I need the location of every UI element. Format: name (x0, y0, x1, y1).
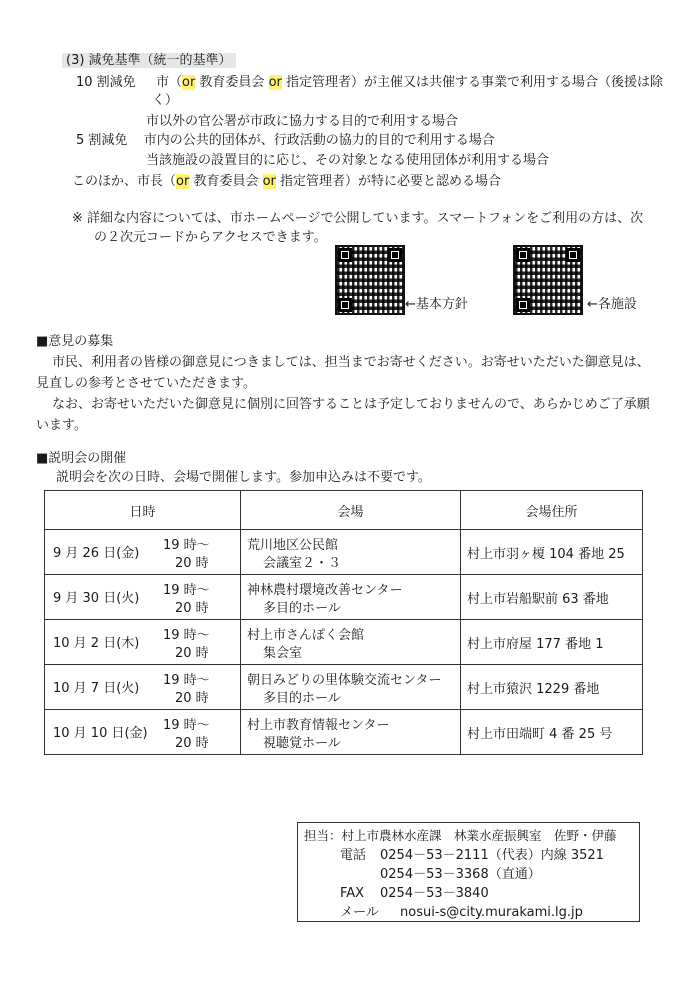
contact-mail-label: メール (340, 905, 379, 920)
venue-address: 村上市羽ヶ榎 104 番地 25 (461, 530, 643, 575)
contact-email-link[interactable]: nosui-s@city.murakami.lg.jp (400, 905, 583, 920)
contact-fax: 0254－53－3840 (380, 886, 489, 901)
briefing-intro: 説明会を次の日時、会場で開催します。参加申込みは不要です。 (56, 470, 431, 485)
end-time: 20 時 (175, 601, 209, 616)
row-label: 5 割減免 (76, 133, 128, 148)
start-time: 19 時～ (163, 718, 210, 733)
date: 10 月 7 日(火) (53, 681, 140, 696)
highlight-or: or (262, 174, 276, 189)
opinions-p1-line2: 見直しの参考とさせていただきます。 (36, 376, 256, 391)
opinions-heading: ■意見の募集 (36, 334, 114, 349)
qr-caption-basic-policy: ←基本方針 (405, 297, 468, 312)
venue-room: 会議室２・３ (263, 556, 342, 571)
contact-person: 担当：村上市農林水産課 林業水産振興室 佐野・伊藤 (304, 828, 617, 843)
reduction-row-mayor: このほか、市長（or 教育委員会 or 指定管理者）が特に必要と認める場合 (72, 174, 502, 189)
date: 9 月 26 日(金) (53, 546, 140, 561)
venue-room: 多目的ホール (263, 601, 341, 616)
highlight-or: or (176, 174, 190, 189)
date: 10 月 2 日(木) (53, 636, 140, 651)
venue-room: 視聴覚ホール (263, 736, 341, 751)
opinions-p2-line1: なお、お寄せいただいた御意見に個別に回答することは予定しておりませんので、あらかじめご了承願 (52, 397, 650, 412)
qr-code-basic-policy[interactable] (335, 245, 405, 315)
reduction-row-10-cont: く） (152, 93, 179, 108)
column-header-address: 会場住所 (461, 491, 643, 530)
venue-name: 朝日みどりの里体験交流センター (247, 673, 442, 688)
table-row (45, 530, 643, 575)
start-time: 19 時～ (163, 628, 210, 643)
start-time: 19 時～ (163, 673, 210, 688)
qr-code-facilities[interactable] (513, 245, 583, 315)
table-header-row (45, 491, 643, 530)
venue-name: 村上市さんぽく会館 (247, 628, 365, 643)
end-time: 20 時 (175, 556, 209, 571)
note-line-2: の２次元コードからアクセスできます。 (94, 230, 327, 245)
venue-address: 村上市猿沢 1229 番地 (461, 665, 643, 710)
reduction-row-facility: 当該施設の設置目的に応じ、その対象となる使用団体が利用する場合 (146, 153, 550, 168)
venue-address: 村上市府屋 177 番地 1 (461, 620, 643, 665)
date: 9 月 30 日(火) (53, 591, 140, 606)
note-line-1: ※ 詳細な内容については、市ホームページで公開しています。スマートフォンをご利用の方は、次 (72, 211, 644, 226)
opinions-p1-line1: 市民、利用者の皆様の御意見につきましては、担当までお寄せください。お寄せいただいた御意見は、 (52, 355, 650, 370)
table-row (45, 575, 643, 620)
venue-room: 集会室 (263, 646, 303, 661)
venue-name: 荒川地区公民館 (247, 538, 339, 553)
start-time: 19 時～ (163, 538, 210, 553)
venue-address: 村上市岩船駅前 63 番地 (461, 575, 643, 620)
venue-name: 村上市教育情報センター (247, 718, 390, 733)
venue-room: 多目的ホール (263, 691, 341, 706)
end-time: 20 時 (175, 646, 209, 661)
venue-name: 神林農村環境改善センター (247, 583, 403, 598)
column-header-venue: 会場 (241, 491, 461, 530)
venue-address: 村上市田端町 4 番 25 号 (461, 710, 643, 755)
reduction-heading: (3) 減免基準（統一的基準） (62, 52, 236, 70)
contact-phone-direct: 0254－53－3368（直通） (380, 867, 541, 882)
briefing-schedule-table (44, 490, 643, 755)
highlight-or: or (181, 75, 196, 90)
qr-caption-facilities: ←各施設 (587, 297, 637, 312)
reduction-row-5-percent: 5 割減免 市内の公共的団体が、行政活動の協力的目的で利用する場合 (76, 133, 495, 148)
end-time: 20 時 (175, 691, 209, 706)
reduction-row-10-percent: 10 割減免 市（or 教育委員会 or 指定管理者）が主催又は共催する事業で利用する場合（後援は除 (76, 75, 664, 90)
opinions-p2-line2: います。 (36, 418, 87, 433)
table-row (45, 620, 643, 665)
column-header-datetime: 日時 (45, 491, 241, 530)
row-label: 10 割減免 (76, 75, 136, 90)
table-row (45, 665, 643, 710)
end-time: 20 時 (175, 736, 209, 751)
date: 10 月 10 日(金) (53, 726, 148, 741)
contact-fax-label: FAX (340, 886, 365, 901)
briefing-heading: ■説明会の開催 (36, 451, 127, 466)
contact-phone-label: 電話 (340, 848, 367, 863)
highlight-or: or (268, 75, 282, 90)
table-row (45, 710, 643, 755)
reduction-row-officials: 市以外の官公署が市政に協力する目的で利用する場合 (146, 114, 459, 129)
start-time: 19 時～ (163, 583, 210, 598)
contact-phone-main: 0254－53－2111（代表）内線 3521 (380, 848, 604, 863)
